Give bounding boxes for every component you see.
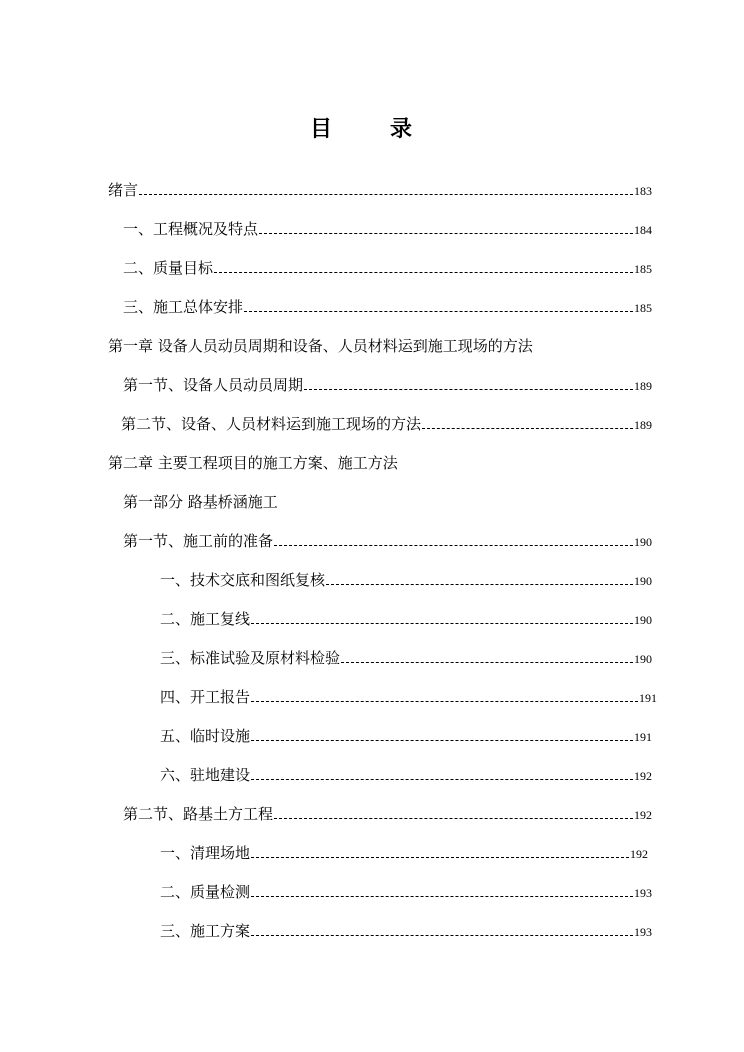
- dot-leader: [251, 935, 633, 936]
- toc-entry[interactable]: [123, 794, 652, 824]
- toc-entry-label: 二、质量检测: [160, 883, 251, 901]
- toc-chapter-heading[interactable]: [108, 326, 652, 356]
- toc-entry[interactable]: [123, 248, 652, 278]
- dot-leader: [326, 584, 633, 585]
- toc-entry[interactable]: [160, 833, 648, 863]
- dot-leader: [214, 272, 633, 273]
- toc-entry-label: 二、施工复线: [160, 610, 251, 628]
- toc-entry[interactable]: [160, 677, 657, 707]
- toc-entry-label: 三、施工总体安排: [123, 298, 244, 316]
- toc-entry-page: 184: [634, 223, 652, 237]
- toc-entry-page: 192: [630, 847, 648, 861]
- toc-entry-label: 三、施工方案: [160, 922, 251, 940]
- toc-entry[interactable]: [121, 404, 652, 434]
- toc-entry[interactable]: [160, 560, 652, 590]
- dot-leader: [251, 779, 633, 780]
- dot-leader: [251, 857, 629, 858]
- toc-entry-label: 三、标准试验及原材料检验: [160, 649, 341, 667]
- dot-leader: [139, 194, 633, 195]
- toc-entry-label: 四、开工报告: [160, 688, 251, 706]
- toc-part-heading[interactable]: [123, 482, 652, 512]
- toc-entry-page: 190: [634, 535, 652, 549]
- toc-entry[interactable]: [160, 755, 652, 785]
- toc-entry-page: 190: [634, 574, 652, 588]
- dot-leader: [274, 818, 633, 819]
- dot-leader: [422, 428, 633, 429]
- toc-entry-label: 一、技术交底和图纸复核: [160, 571, 326, 589]
- toc-entry-page: 185: [634, 301, 652, 315]
- toc-entry-label: 六、驻地建设: [160, 766, 251, 784]
- toc-entry[interactable]: [160, 638, 652, 668]
- toc-entry-label: 一、工程概况及特点: [123, 220, 259, 238]
- toc-entry-label: 第二节、路基土方工程: [123, 805, 274, 823]
- toc-entry-page: 190: [634, 613, 652, 627]
- toc-entry-page: 189: [634, 379, 652, 393]
- table-of-contents: [0, 170, 744, 950]
- toc-entry-page: 193: [634, 886, 652, 900]
- toc-entry[interactable]: [123, 287, 652, 317]
- toc-entry[interactable]: [160, 599, 652, 629]
- dot-leader: [274, 545, 633, 546]
- toc-entry-label: 第一部分 路基桥涵施工: [123, 493, 278, 511]
- toc-entry[interactable]: [123, 521, 652, 551]
- page-title: 目录: [309, 117, 470, 142]
- toc-entry-page: 191: [639, 691, 657, 705]
- dot-leader: [259, 233, 633, 234]
- toc-entry-page: 193: [634, 925, 652, 939]
- dot-leader: [251, 701, 638, 702]
- toc-entry-label: 第一节、设备人员动员周期: [123, 376, 304, 394]
- toc-entry-label: 第一章 设备人员动员周期和设备、人员材料运到施工现场的方法: [108, 337, 533, 355]
- toc-entry[interactable]: [108, 170, 652, 200]
- toc-entry[interactable]: [123, 209, 652, 239]
- dot-leader: [341, 662, 633, 663]
- toc-entry-page: 185: [634, 262, 652, 276]
- dot-leader: [251, 623, 633, 624]
- dot-leader: [251, 896, 633, 897]
- toc-entry-label: 第二节、设备、人员材料运到施工现场的方法: [121, 415, 422, 433]
- toc-entry-label: 第二章 主要工程项目的施工方案、施工方法: [108, 454, 398, 472]
- toc-entry-page: 192: [634, 808, 652, 822]
- toc-entry[interactable]: [160, 872, 652, 902]
- dot-leader: [244, 311, 633, 312]
- toc-entry-page: 183: [634, 184, 652, 198]
- dot-leader: [251, 740, 633, 741]
- toc-entry-page: 190: [634, 652, 652, 666]
- toc-entry-label: 二、质量目标: [123, 259, 214, 277]
- toc-entry[interactable]: [123, 365, 652, 395]
- toc-entry-label: 第一节、施工前的准备: [123, 532, 274, 550]
- toc-entry-label: 绪言: [108, 181, 139, 199]
- toc-entry-page: 191: [634, 730, 652, 744]
- toc-entry-page: 192: [634, 769, 652, 783]
- toc-chapter-heading[interactable]: [108, 443, 652, 473]
- toc-entry-label: 五、临时设施: [160, 727, 251, 745]
- toc-entry[interactable]: [160, 911, 652, 941]
- toc-entry-page: 189: [634, 418, 652, 432]
- dot-leader: [304, 389, 633, 390]
- toc-entry-label: 一、清理场地: [160, 844, 251, 862]
- toc-entry[interactable]: [160, 716, 652, 746]
